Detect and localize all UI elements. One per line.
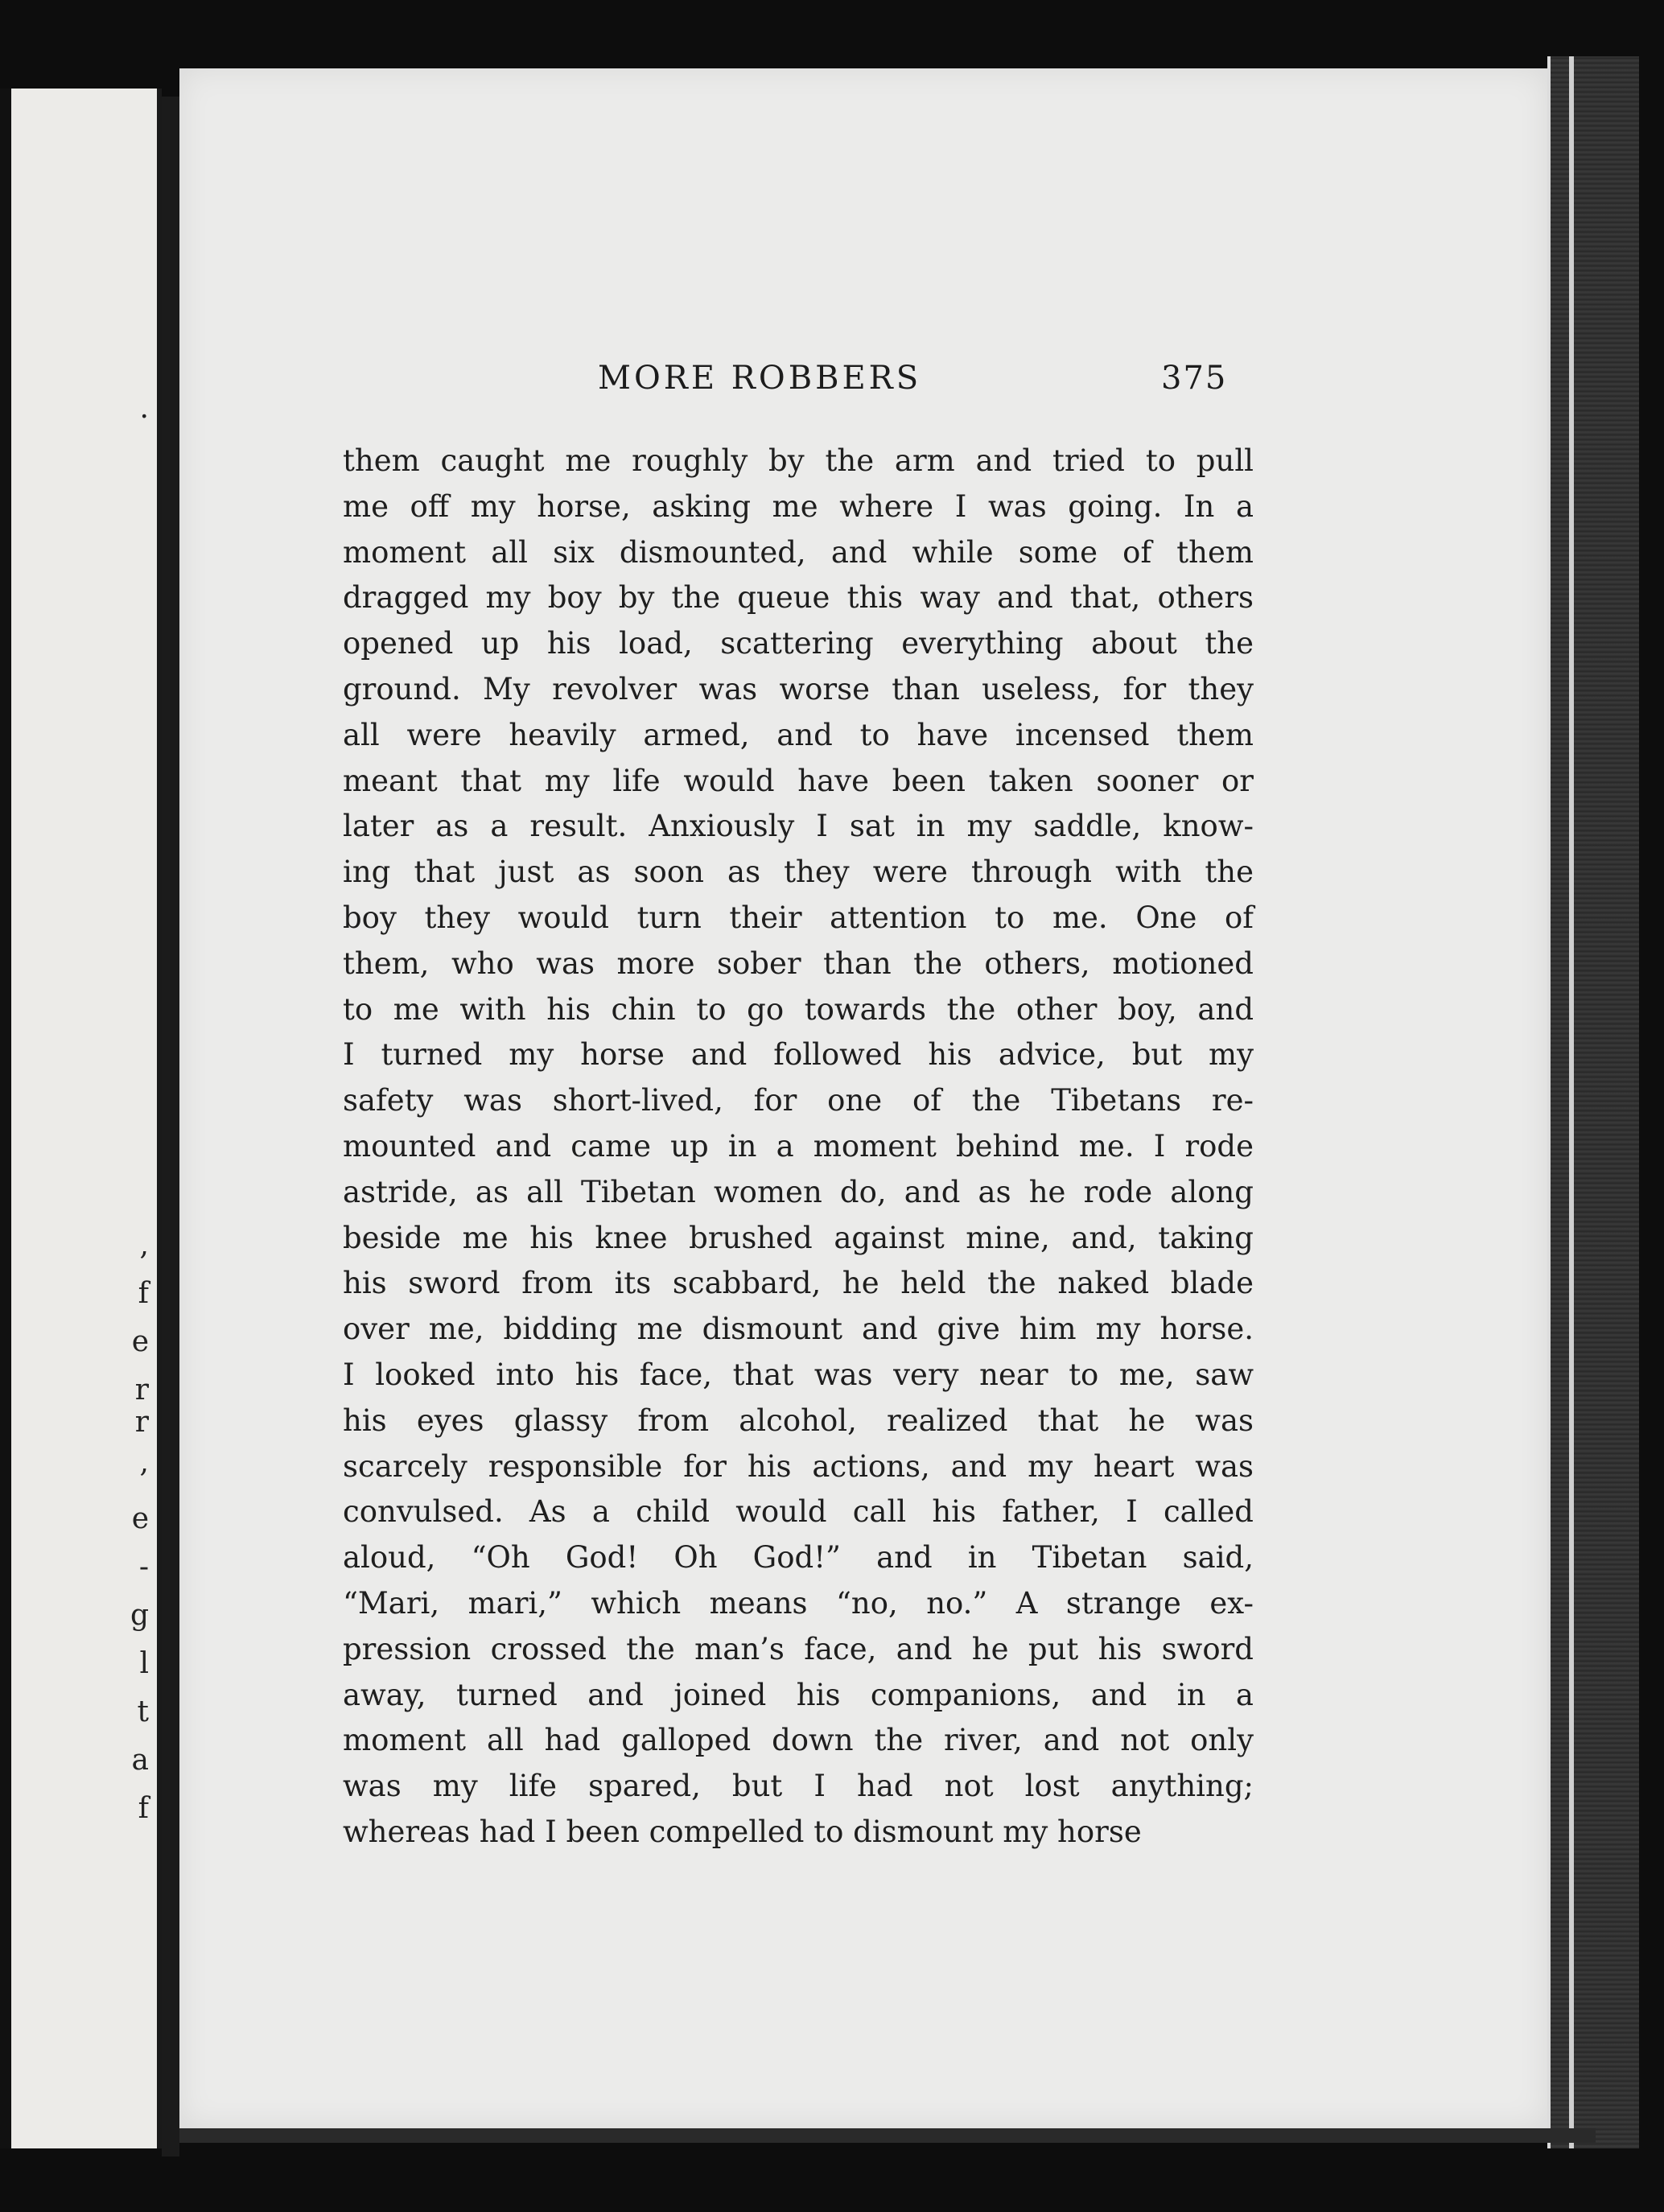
fragment: a — [131, 1744, 149, 1777]
text-line: moment all six dismounted, and while some of them — [343, 534, 1254, 570]
fragment: , — [139, 1446, 149, 1479]
fragment: l — [139, 1647, 149, 1680]
book-cover-edge — [1547, 56, 1639, 2148]
text-line: to me with his chin to go towards the other boy, and — [343, 991, 1254, 1027]
text-line: mounted and came up in a moment behind me. I rode — [343, 1128, 1254, 1164]
text-line: astride, as all Tibetan women do, and as he rode along — [343, 1174, 1254, 1209]
text-line: I turned my horse and followed his advice, but my — [343, 1037, 1254, 1073]
text-line: scarcely responsible for his actions, and my heart was — [343, 1448, 1254, 1484]
scan-border-left — [0, 89, 11, 2148]
fragment: e — [131, 1325, 149, 1358]
fragment: t — [137, 1695, 149, 1728]
text-line: me off my horse, asking me where I was going. In a — [343, 488, 1254, 524]
text-line: his eyes glassy from alcohol, realized that he was — [343, 1403, 1254, 1438]
fragment: f — [138, 1277, 149, 1310]
fragment: r — [134, 1406, 149, 1439]
text-line: them, who was more sober than the others, motioned — [343, 945, 1254, 981]
text-line: was my life spared, but I had not lost anything; — [343, 1769, 1254, 1804]
fragment: . — [139, 392, 149, 425]
text-line: later as a result. Anxiously I sat in my saddle, know- — [343, 809, 1254, 844]
text-line: meant that my life would have been taken sooner or — [343, 763, 1254, 798]
text-line: safety was short-lived, for one of the Tibetans re- — [343, 1083, 1254, 1118]
page-number: 375 — [1161, 360, 1228, 397]
text-line: ing that just as soon as they were through with the — [343, 855, 1254, 890]
fragment: , — [139, 1229, 149, 1262]
fragment: g — [130, 1599, 149, 1632]
text-line: boy they would turn their attention to me. One of — [343, 900, 1254, 935]
text-line: opened up his load, scattering everything about the — [343, 626, 1254, 661]
text-line: his sword from its scabbard, he held the naked blade — [343, 1266, 1254, 1301]
page-block-edge — [1569, 56, 1574, 2148]
fragment: - — [138, 1551, 149, 1584]
chapter-running-title: MORE ROBBERS — [598, 360, 922, 397]
text-line: over me, bidding me dismount and give him my horse. — [343, 1312, 1254, 1347]
body-text — [343, 439, 1254, 1856]
scan-border-bottom — [179, 2128, 1596, 2143]
text-line: “Mari, mari,” which means “no, no.” A strange ex- — [343, 1585, 1254, 1621]
book-page — [179, 68, 1547, 2128]
text-line: them caught me roughly by the arm and tried to pull — [343, 443, 1254, 478]
text-line: aloud, “Oh God! Oh God!” and in Tibetan said, — [343, 1540, 1254, 1576]
fragment: f — [138, 1792, 149, 1825]
text-line: pression crossed the man’s face, and he put his sword — [343, 1631, 1254, 1666]
text-line: whereas had I been compelled to dismount my horse — [343, 1814, 1142, 1849]
previous-page-fragments — [0, 89, 157, 2148]
text-line: all were heavily armed, and to have incensed them — [343, 717, 1254, 752]
previous-page-edge — [0, 89, 162, 2148]
text-line: moment all had galloped down the river, and not only — [343, 1723, 1254, 1758]
text-line: convulsed. As a child would call his father, I called — [343, 1494, 1254, 1530]
fragment: e — [131, 1502, 149, 1535]
running-head — [179, 354, 1547, 402]
text-line: I looked into his face, that was very near to me, saw — [343, 1357, 1254, 1392]
text-line: away, turned and joined his companions, and in a — [343, 1677, 1254, 1712]
text-line: dragged my boy by the queue this way and that, others — [343, 580, 1254, 616]
fragment: r — [134, 1374, 149, 1407]
text-line: ground. My revolver was worse than useless, for they — [343, 671, 1254, 706]
text-line: beside me his knee brushed against mine, and, taking — [343, 1220, 1254, 1255]
book-gutter — [162, 97, 179, 2156]
